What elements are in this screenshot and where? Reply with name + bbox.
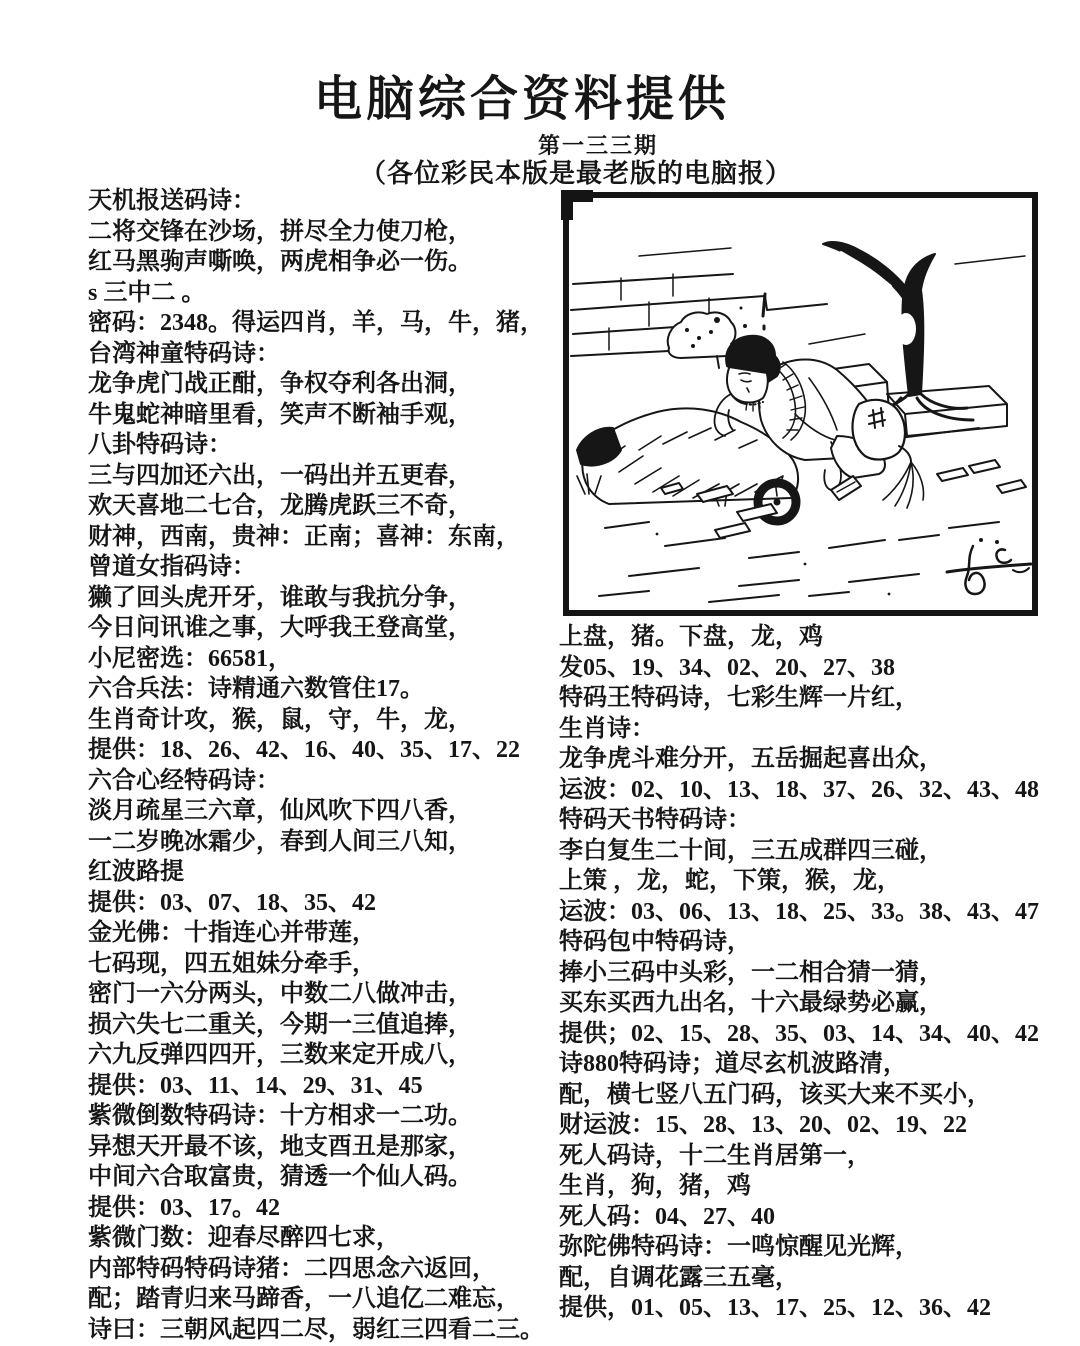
subtitle-note: （各位彩民本版是最老版的电脑报） [359,159,792,188]
text-line: 运波：03、06、13、18、25、33。38、43、47 [559,898,1039,925]
money-sack [853,400,924,508]
text-line: 六合心经特码诗： [88,767,280,794]
text-line: 中间六合取富贵，猜透一个仙人码。 [88,1164,472,1190]
text-line: 提供：03、11、14、29、31、45 [88,1072,423,1099]
illustration [563,192,1038,616]
text-line: 密门一六分两头，中数二八做冲击， [88,981,472,1007]
text-line: 内部特码特码诗猪：二四思念六返回， [88,1255,496,1282]
text-line: 诗880特码诗；道尽玄机波路清， [559,1051,907,1077]
text-line: 配，自调花露三五毫， [559,1264,799,1291]
artist-signature [947,538,1031,594]
illustration-drawing [569,198,1032,610]
text-line: 六九反弹四四开，三数来定开成八， [88,1042,472,1068]
text-line: 提供；02、15、28、35、03、14、34、40、42 [559,1020,1039,1047]
text-line: 财神，西南，贵神：正南；喜神：东南， [88,523,520,550]
text-line: 红马黑驹声嘶唤，两虎相争必一伤。 [88,249,472,275]
text-line: 提供：03、07、18、35、42 [88,889,376,916]
text-line: 金光佛：十指连心并带莲， [88,920,376,946]
text-line: 紫微倒数特码诗：十方相求一二功。 [88,1103,472,1129]
text-line: 七码现，四五姐妹分牵手， [88,950,376,977]
text-line: 生肖，狗，猪，鸡 [559,1173,751,1199]
text-line: 提供，01、05、13、17、25、12、36、42 [559,1295,991,1321]
left-text-column [88,186,562,1345]
text-line: 损六失七二重关，今期一三值追捧， [88,1011,472,1038]
text-line: 密码：2348。得运四肖，羊，马，牛，猪， [88,310,544,336]
right-text-column [559,622,1039,1324]
issue-number: 第一三三期 [537,133,658,158]
text-line: 配；踏青归来马蹄香，一八追亿二难忘， [88,1286,520,1312]
text-line: 三与四加还六出，一码出并五更春， [88,462,472,489]
text-line: 一二岁晚冰霜少，春到人间三八知， [88,828,472,855]
text-line: 财运波：15、28、13、20、02、19、22 [559,1112,967,1138]
text-line: 捧小三码中头彩，一二相合猜一猜， [559,959,943,986]
text-line: 牛鬼蛇神暗里看，笑声不断袖手观， [88,401,472,428]
text-line: 死人码诗，十二生肖居第一， [559,1142,871,1169]
text-line: 运波：02、10、13、18、37、26、32、43、48 [559,776,1039,803]
text-line: 台湾神童特码诗： [88,340,280,367]
text-line: 提供：18、26、42、16、40、35、17、22 [88,737,520,763]
text-line: 二将交锋在沙场，拼尽全力使刀枪， [88,218,472,245]
text-line: 龙争虎门战正酣，争权夺利各出洞， [88,371,472,397]
text-line: 提供：03、17。42 [88,1194,280,1221]
text-line: 八卦特码诗： [88,432,232,458]
text-line: 天机报送码诗： [88,188,256,214]
text-line: 特码王特码诗，七彩生辉一片红， [559,685,919,711]
text-line: 小尼密选：66581， [88,645,292,672]
text-line: 买东买西九出名，十六最绿势必赢， [559,990,943,1016]
text-line: 特码天书特码诗： [559,807,751,833]
text-line: 红波路提 [88,859,184,885]
text-line: 龙争虎斗难分开，五岳掘起喜出众， [559,746,943,772]
text-line: 异想天开最不该，地支酉丑是那家， [88,1133,472,1160]
text-line: 配，横七竖八五门码，该买大来不买小， [559,1081,991,1108]
text-line: 发05、19、34、02、20、27、38 [559,654,895,681]
text-line: 曾道女指码诗： [88,554,256,580]
text-line: 李白复生二十间，三五成群四三碰， [559,837,943,864]
text-line: 上盘，猪。下盘，龙，鸡 [559,624,823,650]
text-line: 诗曰：三朝风起四二尽，弱红三四看二三。 [88,1316,544,1343]
text-line: 獭了回头虎开牙，谁敢与我抗分争， [88,584,472,611]
text-line: 六合兵法：诗精通六数管住17。 [88,676,424,702]
text-line: 上策 ，龙，蛇，下策，猴，龙， [559,868,901,894]
text-line: 紫微门数：迎春尽醉四七求， [88,1225,400,1251]
text-line: s 三中二 。 [88,279,206,306]
text-line: 特码包中特码诗， [559,929,751,955]
ground-strokes [599,522,999,602]
text-line: 生肖诗： [559,715,655,742]
text-line: 今日问讯谁之事，大呼我王登高堂， [88,615,472,641]
text-line: 生肖奇计攻，猴，鼠，守，牛，龙， [88,706,472,733]
text-line: 欢天喜地二七合，龙腾虎跃三不奇， [88,493,472,519]
text-line: 死人码：04、27、40 [559,1203,775,1230]
text-line: 淡月疏星三六章，仙风吹下四八香， [88,798,472,824]
text-line: 弥陀佛特码诗：一鸣惊醒见光辉， [559,1234,919,1260]
page-title: 电脑综合资料提供 [313,73,730,126]
